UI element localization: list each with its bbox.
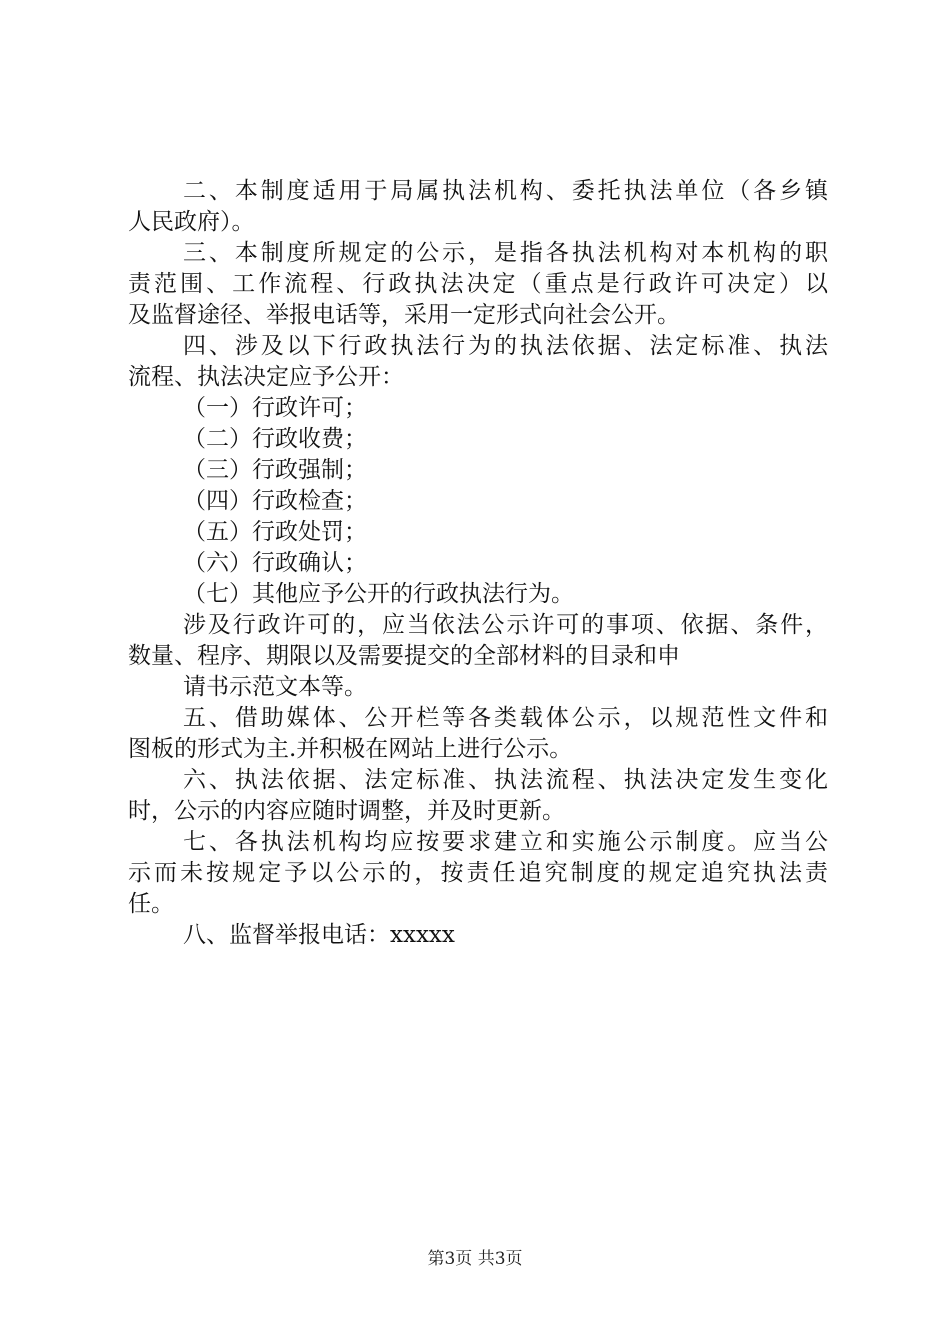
list-item-5: （五）行政处罚； [183, 519, 367, 545]
paragraph-7-line-2: 示而未按规定予以公示的，按责任追究制度的规定追究执法责 [128, 860, 828, 886]
paragraph-2-line-2: 人民政府）。 [128, 209, 255, 235]
paragraph-6-line-1: 六、执法依据、法定标准、执法流程、执法决定发生变化 [183, 767, 828, 793]
document-body [128, 176, 828, 951]
paragraph-licensing-line-1: 涉及行政许可的，应当依法公示许可的事项、依据、条件， [183, 612, 828, 638]
paragraph-5-line-1: 五、借助媒体、公开栏等各类载体公示，以规范性文件和 [183, 705, 828, 731]
paragraph-7-line-1: 七、各执法机构均应按要求建立和实施公示制度。应当公 [183, 829, 828, 855]
list-item-4: （四）行政检查； [183, 488, 367, 514]
paragraph-4-line-2: 流程、执法决定应予公开： [128, 364, 404, 390]
paragraph-licensing-line-3: 请书示范文本等。 [183, 674, 367, 700]
paragraph-7-line-3: 任。 [128, 891, 174, 917]
list-item-2: （二）行政收费； [183, 426, 367, 452]
paragraph-3-line-3: 及监督途径、举报电话等，采用一定形式向社会公开。 [128, 302, 680, 328]
paragraph-4-line-1: 四、涉及以下行政执法行为的执法依据、法定标准、执法 [183, 333, 828, 359]
paragraph-licensing-line-2: 数量、程序、期限以及需要提交的全部材料的目录和申 [128, 643, 680, 669]
paragraph-5-line-2: 图板的形式为主.并积极在网站上进行公示。 [128, 736, 573, 762]
list-item-7: （七）其他应予公开的行政执法行为。 [183, 581, 574, 607]
paragraph-3-line-2: 责范围、工作流程、行政执法决定（重点是行政许可决定）以 [128, 271, 828, 297]
paragraph-8-line-1: 八、监督举报电话：xxxxx [183, 922, 455, 948]
list-item-3: （三）行政强制； [183, 457, 367, 483]
list-item-1: （一）行政许可； [183, 395, 367, 421]
paragraph-2-line-1: 二、本制度适用于局属执法机构、委托执法单位（各乡镇 [183, 178, 828, 204]
page-number-footer: 第3页 共3页 [427, 1249, 523, 1269]
list-item-6: （六）行政确认； [183, 550, 367, 576]
paragraph-6-line-2: 时，公示的内容应随时调整，并及时更新。 [128, 798, 565, 824]
paragraph-3-line-1: 三、本制度所规定的公示，是指各执法机构对本机构的职 [183, 240, 828, 266]
